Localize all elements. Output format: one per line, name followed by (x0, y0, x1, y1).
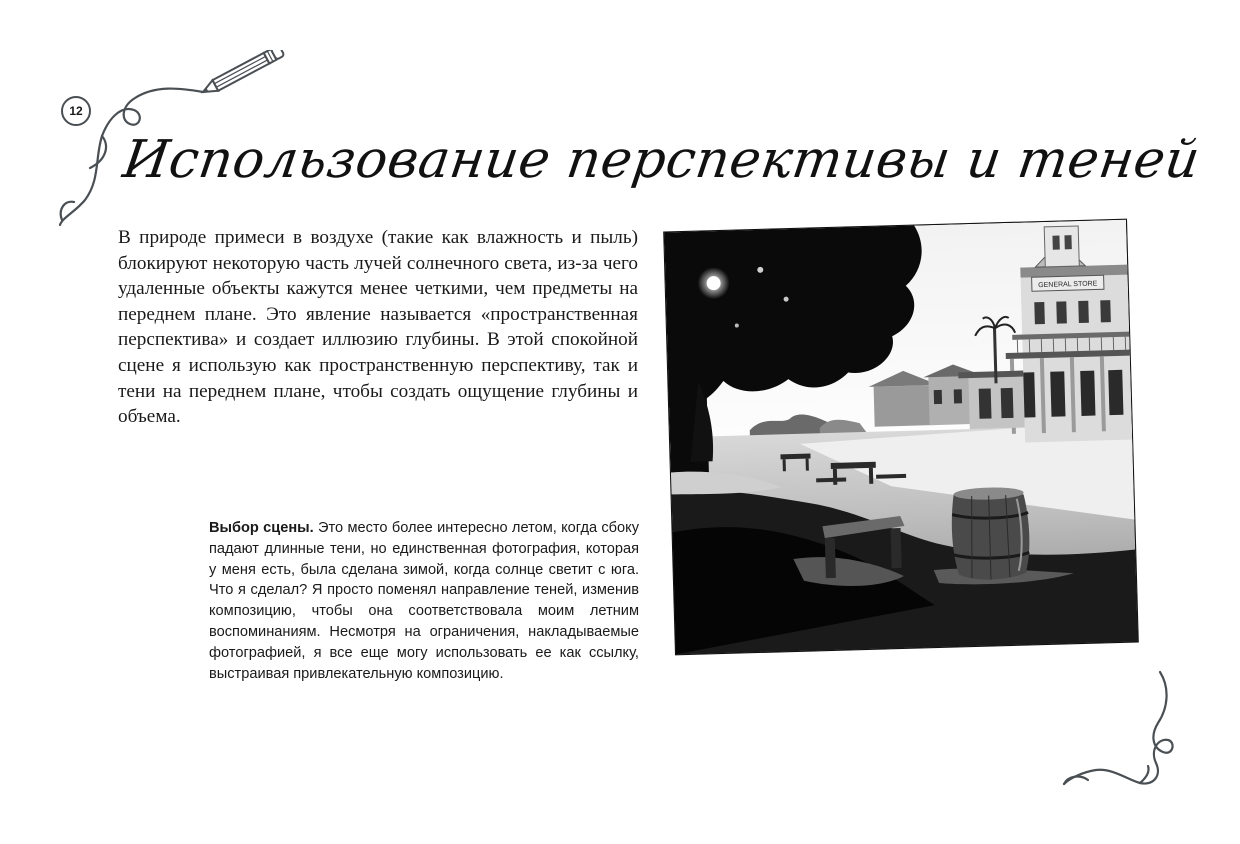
barrel (950, 486, 1030, 580)
pencil-icon (200, 50, 284, 97)
swirl-ornament (1058, 668, 1188, 798)
main-paragraph: В природе примеси в воздухе (такие как влажность и пыль) блокируют некоторую часть лучей солнечного света, из-за чего удаленные объекты кажутся менее четкими, чем предметы на переднем плане. Это явление называется «пространственная перспектива» и создает иллюзию глубины. В этой спокойной сцене я использую как пространственную перспективу, так и тени на переднем плане, чтобы создать ощущение глубины и объема. (118, 227, 638, 428)
chapter-title: Использование перспективы и теней (119, 130, 1204, 190)
caption-body: Это место более интересно летом, когда сбоку падают длинные тени, но единственная фотография, которая у меня есть, была сделана зимой, когда солнце светит с юга. Что я сделал? Я просто поменял направление теней, изменив композицию, чтобы она соответствовала моим летним воспоминаниям. Несмотря на ограничения, накладываемые фотографией, я все еще могу использовать ее как ссылку, выстраивая привлекательную композицию. (209, 520, 640, 682)
page-number: 12 (69, 104, 83, 118)
caption-lead: Выбор сцены. (209, 520, 314, 536)
page-number-badge (61, 96, 91, 126)
store-sign: GENERAL STORE (1038, 280, 1098, 290)
photo-caption (209, 518, 639, 684)
street-scene-photo (664, 220, 1138, 655)
